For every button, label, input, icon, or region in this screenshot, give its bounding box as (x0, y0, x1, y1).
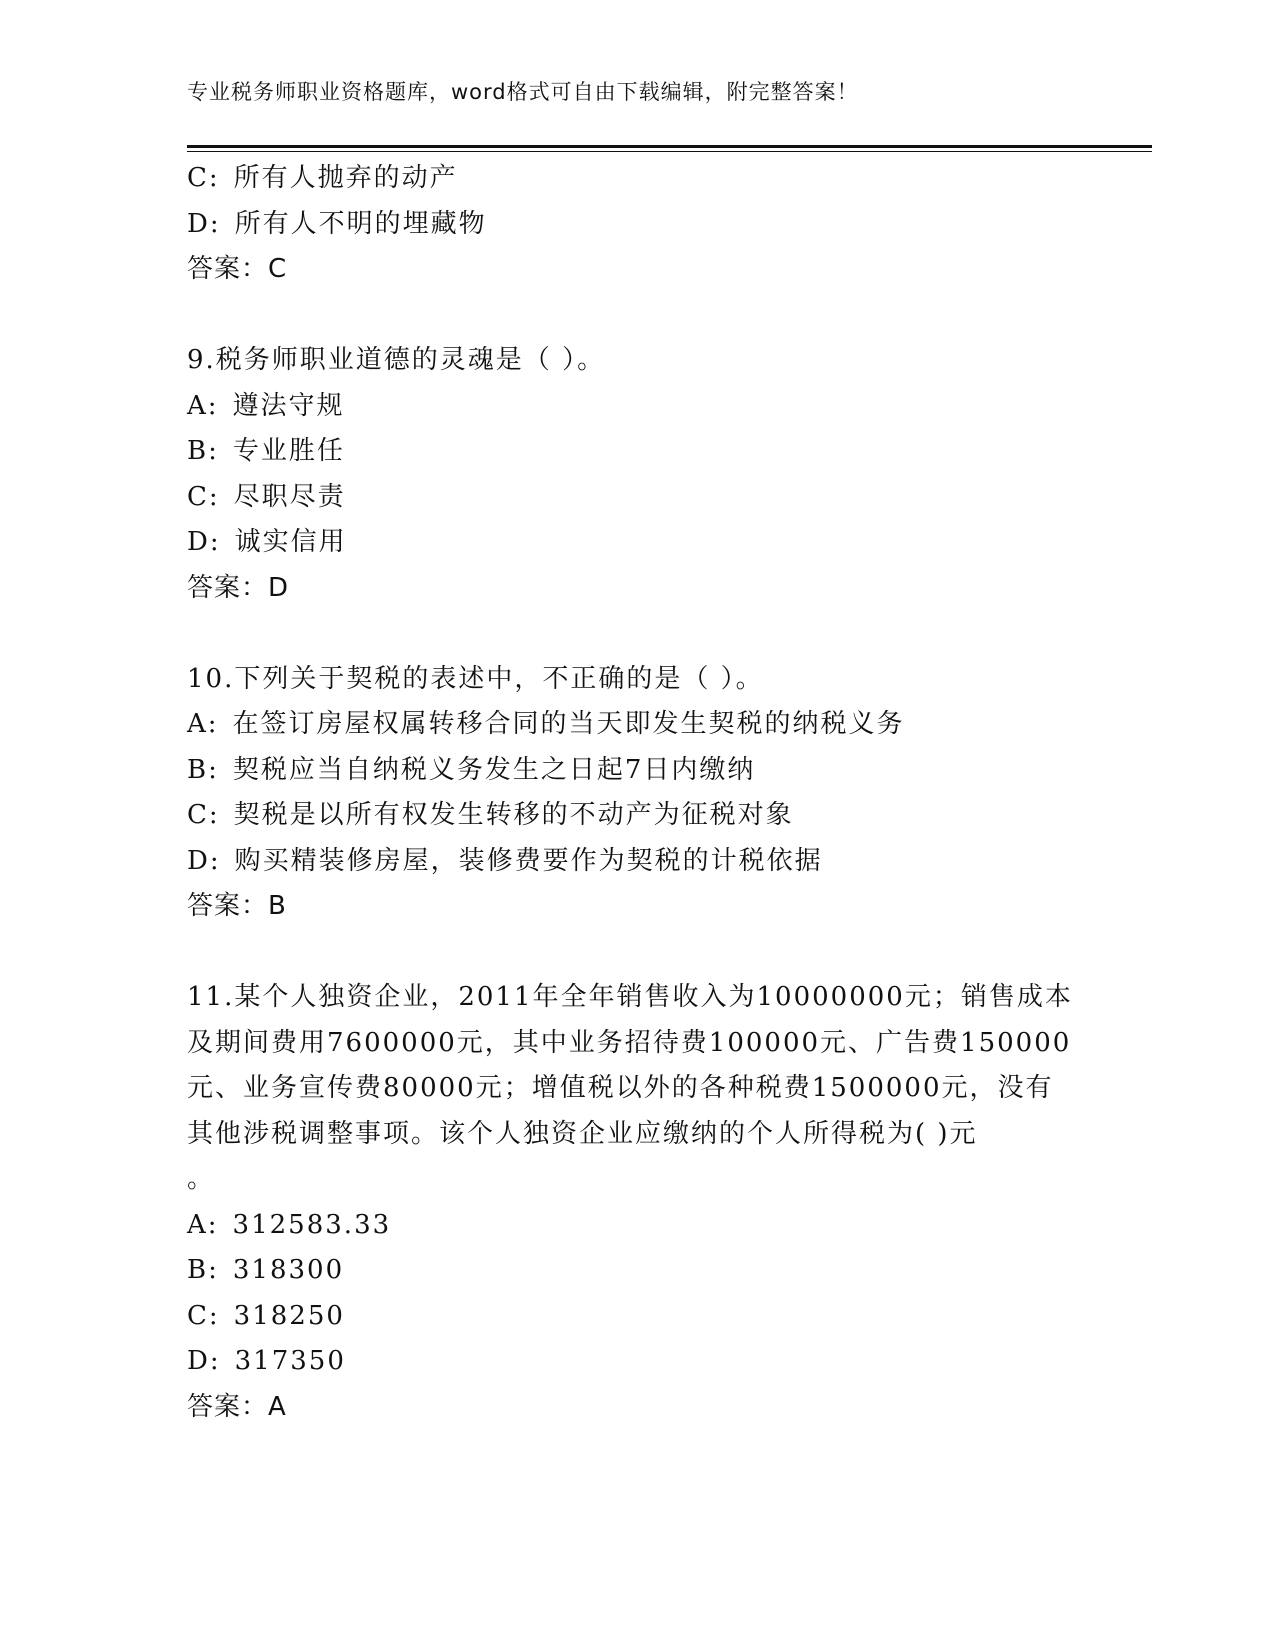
option-text: 318300 (232, 1255, 345, 1285)
option-line (187, 1248, 1067, 1294)
option-text: 诚实信用 (234, 527, 347, 557)
answer-line: 答案：D (187, 572, 290, 603)
option-line (187, 429, 1067, 475)
question-stem: 10.下列关于契税的表述中，不正确的是（ ）。 (187, 663, 764, 694)
spacer (187, 930, 1067, 976)
option-line (187, 520, 1067, 566)
option-text: 专业胜任 (232, 436, 345, 466)
option-line (187, 384, 1067, 430)
option-line (187, 1203, 1067, 1249)
option-text: 所有人不明的埋藏物 (234, 208, 487, 239)
option-label: B: (187, 436, 219, 466)
option-text: 尽职尽责 (233, 481, 346, 512)
header-rule-thin (187, 151, 1152, 152)
option-text: 318250 (233, 1300, 345, 1331)
option-label: D: (187, 845, 221, 876)
option-label: B: (187, 754, 219, 785)
option-label: C: (187, 800, 220, 830)
page-header: 专业税务师职业资格题库，word格式可自由下载编辑，附完整答案！ (187, 80, 859, 104)
option-label: D: (187, 1346, 221, 1376)
option-text: 317350 (234, 1346, 346, 1376)
answer-line: 答案：C (187, 254, 288, 284)
option-line (187, 793, 1067, 839)
question-stem-line: 及期间费用7600000元，其中业务招待费100000元、广告费150000 (187, 1027, 1072, 1058)
spacer (187, 293, 1067, 339)
option-text: 契税应当自纳税义务发生之日起7日内缴纳 (232, 754, 756, 785)
option-line (187, 156, 1067, 202)
answer-line: 答案：B (187, 891, 287, 921)
option-label: C: (187, 481, 220, 512)
option-text: 购买精装修房屋，装修费要作为契税的计税依据 (234, 845, 823, 876)
question-stem-line: 。 (187, 1164, 216, 1194)
option-label: B: (187, 1255, 219, 1285)
option-line (187, 202, 1067, 248)
option-label: C: (187, 1300, 220, 1331)
question-stem-line: 元、业务宣传费80000元；增值税以外的各种税费1500000元，没有 (187, 1073, 1054, 1103)
question-stem: 9.税务师职业道德的灵魂是（ ）。 (187, 345, 606, 375)
option-text: 所有人抛弃的动产 (233, 163, 458, 193)
option-label: A: (187, 1209, 219, 1240)
spacer (187, 611, 1067, 657)
option-line (187, 748, 1067, 794)
question-stem-line: 11.某个人独资企业，2011年全年销售收入为10000000元；销售成本 (187, 982, 1073, 1012)
option-label: A: (187, 709, 219, 739)
option-line (187, 475, 1067, 521)
option-label: D: (187, 208, 221, 239)
option-line (187, 1294, 1067, 1340)
option-text: 契税是以所有权发生转移的不动产为征税对象 (233, 800, 794, 830)
option-line (187, 702, 1067, 748)
answer-line: 答案：A (187, 1391, 287, 1422)
option-line (187, 1339, 1067, 1385)
option-label: A: (187, 390, 219, 421)
option-label: C: (187, 163, 220, 193)
question-stem-line: 其他涉税调整事项。该个人独资企业应缴纳的个人所得税为( )元 (187, 1118, 978, 1149)
option-text: 遵法守规 (232, 390, 345, 421)
header-rule-thick (187, 145, 1152, 148)
question-content (187, 156, 1073, 1430)
option-label: D: (187, 527, 221, 557)
option-line (187, 839, 1067, 885)
option-text: 在签订房屋权属转移合同的当天即发生契税的纳税义务 (232, 709, 905, 739)
option-text: 312583.33 (232, 1209, 392, 1240)
